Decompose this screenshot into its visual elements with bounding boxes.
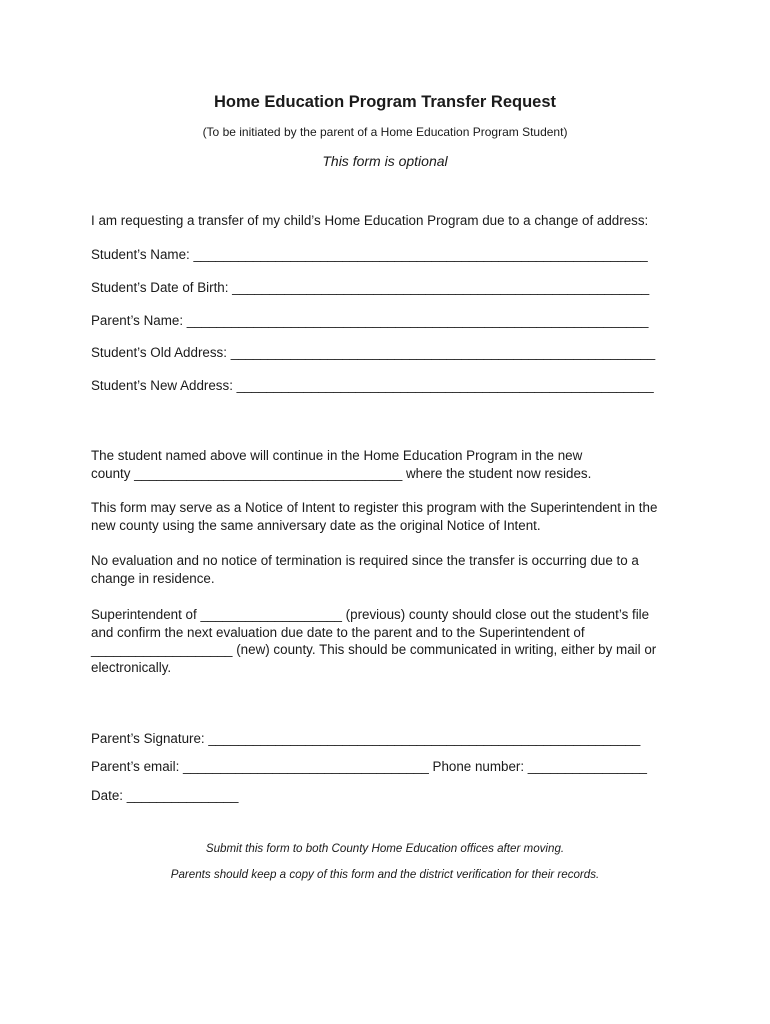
parent-name-field[interactable]: Parent’s Name: ______________________________________________________________ [91, 313, 649, 328]
student-dob-field[interactable]: Student’s Date of Birth: ________________________________________________________ [91, 280, 650, 295]
student-name-field[interactable]: Student’s Name: _____________________________________________________________ [91, 247, 648, 262]
date-field[interactable]: Date: _______________ [91, 788, 239, 803]
old-address-field[interactable]: Student’s Old Address: _________________________________________________________ [91, 345, 656, 360]
notice-of-intent-paragraph: This form may serve as a Notice of Intent to register this program with the Superintendent in the new county using the same anniversary date as the original Notice of Intent. [91, 500, 658, 533]
no-evaluation-paragraph: No evaluation and no notice of termination is required since the transfer is occurring due to a change in residence. [91, 553, 639, 586]
email-phone-field[interactable]: Parent’s email: _________________________________ Phone number: ________________ [91, 759, 647, 774]
footer-submit-note: Submit this form to both County Home Education offices after moving. [205, 842, 565, 855]
superintendent-paragraph: Superintendent of ___________________ (previous) county should close out the student’s file and confirm the next evaluation due date to the parent and to the Superintendent of ___________________ (new) county. This should be communicated in writing, either by mail or electronically. [91, 607, 657, 675]
form-title: Home Education Program Transfer Request [214, 93, 556, 111]
new-address-field[interactable]: Student’s New Address: ________________________________________________________ [91, 378, 654, 393]
continue-paragraph: The student named above will continue in the Home Education Program in the new county ____________________________________ where the student now resides. [91, 448, 592, 481]
intro-statement: I am requesting a transfer of my child’s Home Education Program due to a change of address: [91, 213, 649, 228]
footer-copy-note: Parents should keep a copy of this form and the district verification for their records. [170, 868, 600, 881]
optional-note: This form is optional [322, 153, 448, 169]
parent-signature-field[interactable]: Parent’s Signature: __________________________________________________________ [91, 731, 641, 746]
form-subtitle: (To be initiated by the parent of a Home Education Program Student) [202, 125, 568, 139]
